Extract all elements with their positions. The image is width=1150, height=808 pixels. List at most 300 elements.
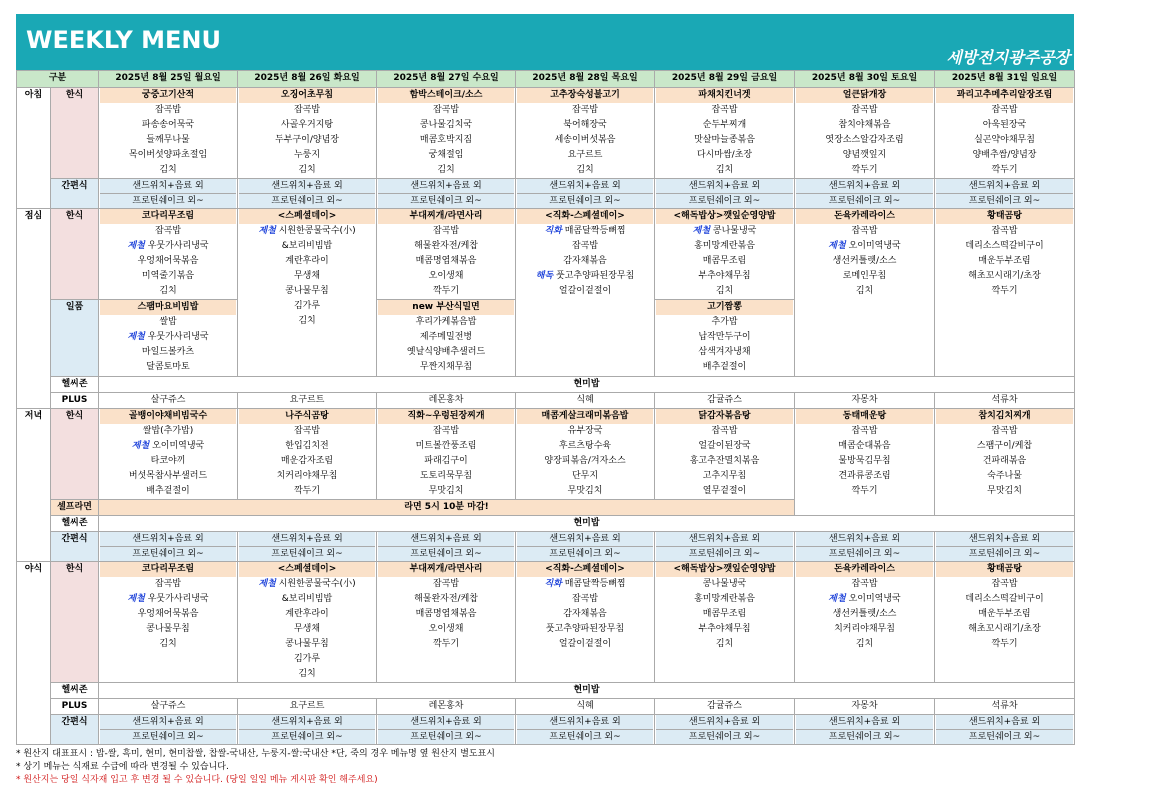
- menu-item: 로메인무침: [842, 271, 887, 281]
- sub-plus: PLUS: [51, 393, 99, 409]
- main-dish: 직화~우렁된장찌개: [378, 409, 514, 424]
- menu-item: 제주메밀전병: [419, 332, 473, 342]
- menu-item: 홍미망계란볶음: [694, 594, 755, 604]
- menu-item: 잡곡밥: [991, 426, 1018, 436]
- weekly-menu-table: [16, 70, 1075, 745]
- daily-menu-cell: [99, 300, 238, 377]
- menu-item: [100, 330, 236, 345]
- main-dish: 코다리무조림: [100, 562, 236, 577]
- menu-item: 파송송어묵국: [141, 120, 195, 130]
- menu-item: 김치: [855, 286, 874, 296]
- protein-item: 프로틴쉐이크 외~: [378, 546, 514, 561]
- menu-cell: [655, 409, 795, 500]
- day-header: 2025년 8월 29일 금요일: [655, 71, 795, 88]
- protein-item: 프로틴쉐이크 외~: [796, 193, 933, 208]
- menu-cell: [238, 88, 377, 179]
- main-dish: 고기짬뽕: [656, 300, 793, 315]
- section-dinner: 저녁: [17, 409, 51, 562]
- sandwich-item: 샌드위치+음료 외: [239, 179, 375, 193]
- menu-item: 후르츠탕수육: [558, 441, 612, 451]
- menu-item-text: 시원한콩물국수(小): [278, 579, 356, 589]
- menu-item: 깍두기: [432, 286, 460, 296]
- menu-item: 물방묵김무침: [838, 456, 891, 466]
- menu-item: 양배추쌈/양념장: [972, 150, 1037, 160]
- menu-cell: [795, 88, 935, 179]
- main-dish: 고추장숙성불고기: [517, 88, 653, 103]
- menu-item: 맛살마늘종볶음: [694, 135, 755, 145]
- protein-item: 프로틴쉐이크 외~: [239, 729, 375, 744]
- light-meal-cell: [377, 179, 516, 209]
- menu-item: 김치: [298, 165, 316, 175]
- plus-item: 레몬홍차: [377, 393, 516, 409]
- menu-sheet: [16, 14, 1074, 787]
- menu-item: 콩나물김치국: [419, 120, 473, 130]
- sandwich-item: 샌드위치+음료 외: [796, 715, 933, 729]
- menu-item: 추가밥: [711, 317, 738, 327]
- menu-item: 잡곡밥: [571, 105, 599, 115]
- menu-item: [517, 269, 653, 284]
- menu-item: 매콤무조림: [702, 256, 747, 266]
- menu-item: 무맛김치: [987, 486, 1022, 496]
- menu-item: 잡곡밥: [711, 105, 738, 115]
- menu-item: 계란후라이: [285, 609, 329, 619]
- menu-item: 김가루: [293, 654, 321, 664]
- main-dish: 얼큰닭개장: [796, 88, 933, 103]
- plus-item: 자몽차: [795, 393, 935, 409]
- sandwich-item: 샌드위치+음료 외: [517, 715, 653, 729]
- protein-item: 프로틴쉐이크 외~: [239, 546, 375, 561]
- menu-item: 미트볼깐풍조림: [415, 441, 477, 451]
- main-dish: 부대찌개/라면사리: [378, 209, 514, 224]
- menu-item: 얼갈이된장국: [698, 441, 751, 451]
- main-dish: 매콤게살크래미볶음밥: [517, 409, 653, 424]
- menu-item: 김가루: [293, 301, 321, 311]
- menu-item: 김치: [437, 165, 455, 175]
- menu-cell: [516, 409, 655, 500]
- menu-item: 잡곡밥: [851, 579, 878, 589]
- origin-tag: 해독: [535, 271, 554, 281]
- sandwich-item: 샌드위치+음료 외: [100, 715, 236, 729]
- plus-item: 요구르트: [238, 393, 377, 409]
- menu-item: 얼갈이겉절이: [558, 286, 612, 296]
- menu-item: 아욱된장국: [982, 120, 1027, 130]
- menu-item: 김치: [298, 669, 316, 679]
- sub-light-meal: 간편식: [51, 532, 99, 562]
- main-dish: 돈육카레라이스: [796, 562, 933, 577]
- day-header: 2025년 8월 30일 토요일: [795, 71, 935, 88]
- menu-item: 콩나물무침: [285, 286, 329, 296]
- menu-item: 후리가케볶음밥: [415, 317, 477, 327]
- origin-tag: 제철: [692, 226, 711, 236]
- menu-item-text: 우뭇가사리냉국: [147, 594, 209, 604]
- sandwich-item: 샌드위치+음료 외: [656, 179, 793, 193]
- sandwich-item: 샌드위치+음료 외: [656, 715, 793, 729]
- menu-item-text: 콩나물냉국: [712, 226, 757, 236]
- menu-item: 도토리묵무침: [419, 471, 473, 481]
- menu-item-text: 시원한콩물국수(小): [278, 226, 356, 236]
- menu-item: 김치: [715, 286, 734, 296]
- menu-item: 유부장국: [567, 426, 603, 436]
- menu-item: 마일드볼카츠: [141, 347, 195, 357]
- section-breakfast: 아침: [17, 88, 51, 209]
- menu-item-text: 우뭇가사리냉국: [147, 332, 209, 342]
- protein-item: 프로틴쉐이크 외~: [517, 193, 653, 208]
- menu-item: 요구르트: [567, 150, 603, 160]
- menu-item: 누룽지: [293, 150, 321, 160]
- main-dish: 닭감자볶음탕: [656, 409, 793, 424]
- menu-item: [796, 239, 933, 254]
- page-title: WEEKLY MENU: [26, 26, 221, 54]
- light-meal-cell: [655, 532, 795, 562]
- menu-item: 생선커틀렛/소스: [832, 256, 897, 266]
- menu-cell: [795, 409, 935, 516]
- menu-item: 매콤명엽채볶음: [415, 256, 477, 266]
- day-header: 2025년 8월 31일 일요일: [935, 71, 1075, 88]
- sandwich-item: 샌드위치+음료 외: [796, 179, 933, 193]
- menu-item: 깍두기: [851, 486, 878, 496]
- protein-item: 프로틴쉐이크 외~: [100, 546, 236, 561]
- plus-item: 살구쥬스: [99, 699, 238, 715]
- main-dish: 함박스테이크/소스: [378, 88, 514, 103]
- menu-item-text: 오이미역냉국: [848, 594, 901, 604]
- main-dish: 궁중고기산적: [100, 88, 236, 103]
- menu-item: 잡곡밥: [154, 226, 182, 236]
- menu-item: 김치: [576, 165, 594, 175]
- menu-item: 깍두기: [851, 165, 878, 175]
- menu-item: 매콤순대볶음: [838, 441, 891, 451]
- menu-cell: [935, 409, 1075, 516]
- company-name: 세방전지광주공장: [946, 48, 1070, 67]
- light-meal-cell: [655, 715, 795, 745]
- corner-header: 구분: [17, 71, 99, 88]
- main-dish: 오징어초무침: [239, 88, 375, 103]
- plus-item: 식혜: [516, 393, 655, 409]
- main-dish: 골뱅이야채비빔국수: [100, 409, 236, 424]
- menu-cell: [377, 562, 516, 683]
- protein-item: 프로틴쉐이크 외~: [517, 729, 653, 744]
- light-meal-cell: [935, 532, 1075, 562]
- origin-tag: 직화: [544, 226, 562, 236]
- menu-item-text: 매콤달짝등뼈찜: [564, 226, 626, 236]
- menu-item: 부추야채무침: [698, 271, 751, 281]
- day-header: 2025년 8월 25일 월요일: [99, 71, 238, 88]
- menu-item: 매콤명엽채볶음: [415, 609, 477, 619]
- menu-item: 스팸구이/케찹: [976, 441, 1033, 451]
- menu-item: 잡곡밥: [432, 105, 460, 115]
- menu-cell: [377, 209, 516, 300]
- menu-item: 매운두부조림: [978, 609, 1031, 619]
- main-dish: new 부산식밀면: [378, 300, 514, 315]
- main-dish: <스페셜데이>: [239, 562, 375, 577]
- protein-item: 프로틴쉐이크 외~: [378, 729, 514, 744]
- menu-item: 잡곡밥: [293, 426, 321, 436]
- menu-item: 열무겉절이: [702, 486, 747, 496]
- menu-item: 사골우거지탕: [280, 120, 334, 130]
- menu-item: 데리소스떡갈비구이: [965, 241, 1044, 251]
- protein-item: 프로틴쉐이크 외~: [936, 729, 1073, 744]
- menu-item: 김치: [715, 639, 734, 649]
- menu-item: 파래김구이: [424, 456, 468, 466]
- menu-item: [796, 592, 933, 607]
- sub-health-zone: 헬씨존: [51, 683, 99, 699]
- protein-item: 프로틴쉐이크 외~: [100, 729, 236, 744]
- menu-item: 잡곡밥: [571, 241, 599, 251]
- menu-item: 잡곡밥: [154, 579, 182, 589]
- menu-item: 무짠지채무침: [419, 362, 473, 372]
- menu-item: 매콤호박지짐: [419, 135, 473, 145]
- menu-item: &보리비빔밥: [281, 594, 333, 604]
- menu-item: 잡곡밥: [432, 579, 460, 589]
- menu-item: [239, 577, 375, 592]
- plus-item: 석류차: [935, 393, 1075, 409]
- protein-item: 프로틴쉐이크 외~: [796, 546, 933, 561]
- menu-item: 부추야채무침: [698, 624, 751, 634]
- menu-item: 오이생채: [428, 624, 464, 634]
- menu-item: 김치: [159, 165, 177, 175]
- sandwich-item: 샌드위치+음료 외: [100, 532, 236, 546]
- menu-item: 잡곡밥: [851, 426, 878, 436]
- menu-item: 달콤토마토: [146, 362, 190, 372]
- menu-cell: [655, 88, 795, 179]
- sandwich-item: 샌드위치+음료 외: [378, 715, 514, 729]
- main-dish: 꽈리고추메추리알장조림: [936, 88, 1073, 103]
- menu-item: 잡곡밥: [711, 426, 738, 436]
- menu-cell: [935, 209, 1075, 377]
- plus-item: 자몽차: [795, 699, 935, 715]
- menu-item: 숙주나물: [987, 471, 1022, 481]
- menu-item: 잡곡밥: [432, 426, 460, 436]
- menu-item: 해초꼬시래기/초장: [968, 624, 1041, 634]
- menu-item: 잡곡밥: [293, 105, 321, 115]
- light-meal-cell: [655, 179, 795, 209]
- menu-item: 쌀밥: [159, 317, 177, 327]
- day-header: 2025년 8월 28일 목요일: [516, 71, 655, 88]
- day-header: 2025년 8월 27일 수요일: [377, 71, 516, 88]
- sub-korean: 한식: [51, 209, 99, 300]
- protein-item: 프로틴쉐이크 외~: [936, 193, 1073, 208]
- main-dish: <해독밥상>깻잎순영양밥: [656, 209, 793, 224]
- protein-item: 프로틴쉐이크 외~: [796, 729, 933, 744]
- ramen-notice: 라면 5시 10분 마감!: [99, 500, 795, 516]
- menu-item: [100, 239, 236, 254]
- protein-item: 프로틴쉐이크 외~: [239, 193, 375, 208]
- menu-item: 납작만두구이: [698, 332, 751, 342]
- menu-item: 생선커틀렛/소스: [832, 609, 897, 619]
- health-zone-cell: 현미밥: [99, 683, 1075, 699]
- protein-item: 프로틴쉐이크 외~: [656, 193, 793, 208]
- menu-item: 해초꼬시래기/초장: [968, 271, 1041, 281]
- footnote-warning: * 원산지는 당일 식자재 입고 후 변경 될 수 있습니다. (당일 일일 메뉴 게시판 확인 해주세요): [16, 775, 378, 785]
- sandwich-item: 샌드위치+음료 외: [378, 179, 514, 193]
- menu-item: 홍미망계란볶음: [694, 241, 755, 251]
- daily-menu-cell: [377, 300, 516, 377]
- menu-item-text: 오이미역냉국: [152, 441, 205, 451]
- menu-cell: [99, 88, 238, 179]
- sub-daily-special: 일품: [51, 300, 99, 377]
- menu-item: 타코야끼: [150, 456, 186, 466]
- origin-tag: 제철: [127, 332, 145, 342]
- sandwich-item: 샌드위치+음료 외: [239, 715, 375, 729]
- menu-item: 참치야채볶음: [838, 120, 891, 130]
- menu-item: 삼색겨자냉채: [698, 347, 751, 357]
- light-meal-cell: [99, 179, 238, 209]
- menu-item: 들깨무나물: [146, 135, 190, 145]
- sandwich-item: 샌드위치+음료 외: [517, 179, 653, 193]
- light-meal-cell: [238, 715, 377, 745]
- menu-item: 김치: [715, 165, 734, 175]
- menu-item: 계란후라이: [285, 256, 329, 266]
- sandwich-item: 샌드위치+음료 외: [936, 715, 1073, 729]
- menu-item: 김치: [298, 316, 316, 326]
- menu-item: [100, 592, 236, 607]
- footnotes: [16, 748, 1074, 787]
- menu-item: [239, 224, 375, 239]
- origin-tag: 제철: [127, 241, 145, 251]
- menu-item: 잡곡밥: [571, 594, 599, 604]
- plus-item: 감귤쥬스: [655, 393, 795, 409]
- light-meal-cell: [238, 179, 377, 209]
- origin-tag: 제철: [131, 441, 150, 451]
- sub-korean: 한식: [51, 562, 99, 683]
- menu-item: 잡곡밥: [851, 105, 878, 115]
- menu-item: 엿장소스알감자조림: [825, 135, 904, 145]
- section-lunch: 점심: [17, 209, 51, 409]
- plus-item: 감귤쥬스: [655, 699, 795, 715]
- protein-item: 프로틴쉐이크 외~: [936, 546, 1073, 561]
- menu-item: 깍두기: [991, 286, 1018, 296]
- sandwich-item: 샌드위치+음료 외: [239, 532, 375, 546]
- health-zone-cell: 현미밥: [99, 377, 1075, 393]
- light-meal-cell: [99, 715, 238, 745]
- origin-tag: 제철: [828, 241, 846, 251]
- menu-item: 북어해장국: [563, 120, 607, 130]
- sandwich-item: 샌드위치+음료 외: [378, 532, 514, 546]
- menu-item: 매운감자조림: [280, 456, 334, 466]
- menu-item: 잡곡밥: [432, 226, 460, 236]
- main-dish: <직화-스페셜데이>: [517, 562, 653, 577]
- menu-cell: [377, 88, 516, 179]
- origin-tag: 제철: [828, 594, 846, 604]
- light-meal-cell: [795, 179, 935, 209]
- light-meal-cell: [795, 715, 935, 745]
- menu-cell: [795, 562, 935, 683]
- menu-item-text: 풋고추양파된장무침: [556, 271, 635, 281]
- menu-item: 우엉채어묵볶음: [137, 609, 199, 619]
- menu-item: 감자채볶음: [563, 609, 607, 619]
- menu-item: 깍두기: [991, 639, 1018, 649]
- light-meal-cell: [377, 532, 516, 562]
- menu-item: 매운두부조림: [978, 256, 1031, 266]
- menu-item: 다시마쌈/초장: [696, 150, 753, 160]
- menu-item: 콩나물냉국: [702, 579, 747, 589]
- light-meal-cell: [795, 532, 935, 562]
- menu-item: 단무지: [571, 471, 599, 481]
- menu-item: 얼갈이겉절이: [558, 639, 612, 649]
- title-banner: [16, 14, 1074, 70]
- menu-item: 데리소스떡갈비구이: [965, 594, 1044, 604]
- menu-item: 궁채절임: [428, 150, 464, 160]
- health-zone-cell: 현미밥: [99, 516, 1075, 532]
- menu-cell: [655, 209, 795, 300]
- origin-tag: 제철: [258, 226, 276, 236]
- menu-item-text: 오이미역냉국: [848, 241, 901, 251]
- plus-item: 살구쥬스: [99, 393, 238, 409]
- menu-item: 콩나물무침: [285, 639, 329, 649]
- menu-item: 배추겉절이: [702, 362, 747, 372]
- menu-item: 깍두기: [293, 486, 321, 496]
- menu-cell: [935, 562, 1075, 683]
- menu-item-text: 매콤달짝등뼈찜: [564, 579, 626, 589]
- sandwich-item: 샌드위치+음료 외: [100, 179, 236, 193]
- sub-korean: 한식: [51, 409, 99, 500]
- sub-health-zone: 헬씨존: [51, 516, 99, 532]
- menu-item: 견과류콩조림: [838, 471, 891, 481]
- main-dish: 나주식곰탕: [239, 409, 375, 424]
- menu-cell: [516, 88, 655, 179]
- menu-cell: [99, 209, 238, 300]
- menu-item: 잡곡밥: [154, 105, 182, 115]
- menu-item: 김치: [159, 286, 177, 296]
- light-meal-cell: [99, 532, 238, 562]
- menu-item: 깍두기: [432, 639, 460, 649]
- menu-item: 치커리야채무침: [834, 624, 895, 634]
- menu-item: 배추겉절이: [146, 486, 190, 496]
- menu-item: 우엉채어묵볶음: [137, 256, 199, 266]
- sub-health-zone: 헬씨존: [51, 377, 99, 393]
- menu-item: [100, 439, 236, 454]
- menu-item: 홍고추잔멸치볶음: [689, 456, 760, 466]
- section-late-night: 야식: [17, 562, 51, 745]
- light-meal-cell: [516, 179, 655, 209]
- menu-item: 잡곡밥: [851, 226, 878, 236]
- protein-item: 프로틴쉐이크 외~: [656, 729, 793, 744]
- sub-self-ramen: 셀프라면: [51, 500, 99, 516]
- menu-item: 옛날식양배추샐러드: [406, 347, 486, 357]
- menu-item: 감자채볶음: [563, 256, 607, 266]
- menu-item: 콩나물무침: [146, 624, 190, 634]
- day-header: 2025년 8월 26일 화요일: [238, 71, 377, 88]
- menu-item: 실곤약야채무침: [974, 135, 1035, 145]
- menu-cell: [795, 209, 935, 377]
- main-dish: 동태매운탕: [796, 409, 933, 424]
- menu-item: 잡곡밥: [991, 226, 1018, 236]
- menu-item: 해물완자전/케찹: [414, 594, 478, 604]
- menu-item: 버섯목참사부샐러드: [128, 471, 208, 481]
- main-dish: <해독밥상>깻잎순영양밥: [656, 562, 793, 577]
- menu-item: [517, 224, 653, 239]
- menu-cell: [516, 209, 655, 377]
- menu-cell: [99, 409, 238, 500]
- main-dish: 파채치킨너겟: [656, 88, 793, 103]
- sandwich-item: 샌드위치+음료 외: [517, 532, 653, 546]
- menu-item: 쌀밥(추가밥): [142, 426, 194, 436]
- menu-item: 잡곡밥: [991, 579, 1018, 589]
- menu-cell: [935, 88, 1075, 179]
- menu-item: 목이버섯양파초절임: [128, 150, 208, 160]
- sandwich-item: 샌드위치+음료 외: [936, 532, 1073, 546]
- menu-item: 건파래볶음: [982, 456, 1027, 466]
- menu-cell: [238, 409, 377, 500]
- sandwich-item: 샌드위치+음료 외: [936, 179, 1073, 193]
- menu-item: [656, 224, 793, 239]
- menu-cell: [655, 562, 795, 683]
- menu-cell: [238, 562, 377, 683]
- menu-cell: [377, 409, 516, 500]
- menu-item: 순두부찌개: [702, 120, 747, 130]
- menu-item: 김치: [159, 639, 177, 649]
- main-dish: 코다리무조림: [100, 209, 236, 224]
- origin-tag: 제철: [258, 579, 276, 589]
